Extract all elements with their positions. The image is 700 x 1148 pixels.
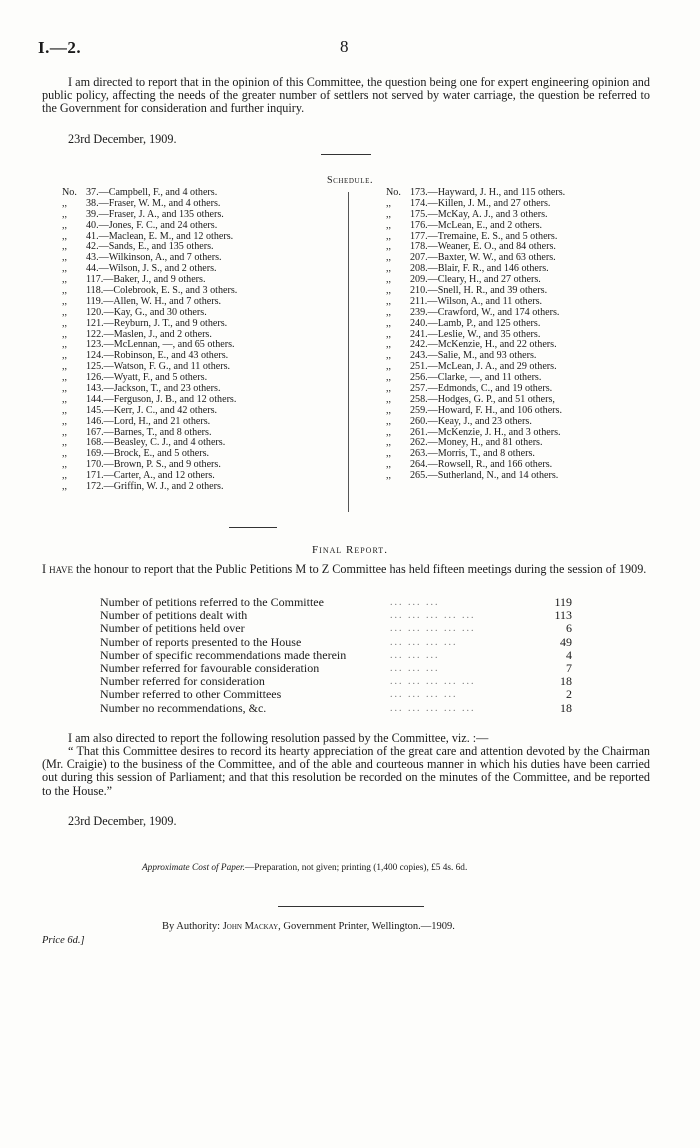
entry-text: 143.—Jackson, T., and 23 others. — [86, 383, 221, 395]
entry-text: 243.—Salie, M., and 93 others. — [410, 350, 537, 362]
entry-prefix: ,, — [62, 230, 68, 242]
entry-prefix: ,, — [386, 219, 392, 231]
stat-leader-dots: ... ... ... ... ... — [390, 676, 476, 688]
stat-value: 49 — [560, 634, 572, 649]
entry-text: 125.—Watson, F. G., and 11 others. — [86, 361, 231, 373]
entry-prefix: ,, — [386, 350, 392, 362]
entry-text: 262.—Money, H., and 81 others. — [410, 437, 543, 449]
entry-text: 144.—Ferguson, J. B., and 12 others. — [86, 393, 237, 405]
entry-prefix: ,, — [386, 317, 392, 329]
entry-text: 123.—McLennan, —, and 65 others. — [86, 339, 235, 351]
entry-prefix: ,, — [386, 459, 392, 471]
final-report-opening — [42, 563, 650, 576]
schedule-entry — [386, 221, 648, 232]
entry-text: 167.—Barnes, T., and 8 others. — [86, 426, 212, 438]
entry-prefix: ,, — [386, 208, 392, 220]
entry-text: 173.—Hayward, J. H., and 115 others. — [410, 187, 566, 198]
stat-row — [100, 688, 580, 701]
entry-prefix: ,, — [386, 197, 392, 209]
stat-label: Number of petitions held over — [100, 621, 245, 636]
entry-prefix: ,, — [62, 426, 68, 438]
entry-text: 38.—Fraser, W. M., and 4 others. — [86, 197, 221, 209]
stat-leader-dots: ... ... ... ... ... — [390, 610, 476, 622]
stat-label: Number of reports presented to the House — [100, 634, 302, 649]
entry-text: 259.—Howard, F. H., and 106 others. — [410, 404, 562, 416]
entry-prefix: ,, — [386, 383, 392, 395]
stat-row — [100, 702, 580, 715]
entry-text: 43.—Wilkinson, A., and 7 others. — [86, 252, 222, 264]
stat-label: Number referred for favourable consideration — [100, 660, 320, 675]
entry-text: 40.—Jones, F. C., and 24 others. — [86, 219, 218, 231]
entry-text: 122.—Maslen, J., and 2 others. — [86, 328, 212, 340]
cost-label: Approximate Cost of Paper. — [142, 863, 245, 873]
page-reference: I.—2. — [38, 38, 82, 57]
entry-text: 169.—Brock, E., and 5 others. — [86, 448, 210, 460]
entry-prefix: ,, — [62, 306, 68, 318]
entry-text: 242.—McKenzie, H., and 22 others. — [410, 339, 557, 351]
authority-suffix: , Government Printer, Wellington.—1909. — [278, 921, 455, 932]
stat-label: Number of petitions dealt with — [100, 608, 248, 623]
stat-value: 119 — [554, 595, 572, 609]
entry-text: 209.—Cleary, H., and 27 others. — [410, 274, 541, 286]
schedule-entry — [386, 417, 648, 428]
entry-prefix: ,, — [62, 219, 68, 231]
entry-prefix: ,, — [386, 328, 392, 340]
entry-prefix: ,, — [62, 263, 68, 275]
entry-prefix: ,, — [62, 252, 68, 264]
final-report-date: 23rd December, 1909. — [68, 814, 177, 828]
schedule-entry — [62, 417, 347, 428]
stat-leader-dots: ... ... ... — [390, 597, 440, 608]
resolution-text: “ That this Committee desires to record its hearty appreciation of the great care and attention devoted by the Chairman (Mr. Craigie) to the business of the Committee, and of the able and courteous manner in which his duties have been carried out during this session of Parliament; and that this resolution be recorded on the minutes of the Committee, and be reported to the House.” — [42, 744, 650, 798]
entry-prefix: ,, — [62, 241, 68, 253]
entry-prefix: ,, — [386, 306, 392, 318]
entry-text: 118.—Colebrook, E. S., and 3 others. — [86, 285, 238, 297]
entry-prefix: ,, — [386, 470, 392, 482]
entry-prefix: ,, — [62, 285, 68, 297]
entry-text: 240.—Lamb, P., and 125 others. — [410, 317, 541, 329]
entry-prefix: ,, — [62, 448, 68, 460]
entry-text: 41.—Maclean, E. M., and 12 others. — [86, 230, 234, 242]
column-divider — [348, 192, 349, 512]
stat-leader-dots: ... ... ... ... ... — [390, 623, 476, 635]
stat-leader-dots: ... ... ... ... — [390, 636, 458, 648]
entry-prefix: ,, — [386, 274, 392, 286]
stat-value: 18 — [560, 700, 572, 715]
entry-text: 256.—Clarke, —, and 11 others. — [410, 372, 542, 384]
entry-text: 117.—Baker, J., and 9 others. — [86, 274, 206, 286]
entry-prefix: ,, — [62, 383, 68, 395]
entry-text: 126.—Wyatt, F., and 5 others. — [86, 372, 208, 384]
entry-prefix: ,, — [386, 295, 392, 307]
entry-prefix: ,, — [62, 295, 68, 307]
stat-label: Number of petitions referred to the Committee — [100, 595, 324, 609]
stat-value: 4 — [566, 647, 572, 662]
entry-text: 264.—Rowsell, R., and 166 others. — [410, 459, 553, 471]
stat-leader-dots: ... ... ... — [390, 662, 440, 674]
stat-value: 7 — [566, 660, 572, 675]
entry-text: 241.—Leslie, W., and 35 others. — [410, 328, 541, 340]
section-divider — [229, 527, 277, 528]
entry-text: 146.—Lord, H., and 21 others. — [86, 415, 211, 427]
stat-row — [100, 622, 580, 635]
entry-prefix: ,, — [62, 481, 68, 493]
entry-text: 37.—Campbell, F., and 4 others. — [86, 187, 218, 198]
section-divider — [321, 154, 371, 155]
entry-text: 239.—Crawford, W., and 174 others. — [410, 306, 560, 318]
final-report-title: Final Report. — [312, 544, 388, 556]
opening-rest: the honour to report that the Public Petitions M to Z Committee has held fifteen meetings during the session of 1909. — [72, 562, 647, 576]
schedule-entry — [62, 482, 347, 493]
entry-text: 265.—Sutherland, N., and 14 others. — [410, 470, 559, 482]
resolution-intro: I am also directed to report the following resolution passed by the Committee, viz. :— — [68, 731, 489, 745]
schedule-right-column — [386, 188, 648, 482]
schedule-title: Schedule. — [326, 175, 374, 186]
stat-value: 113 — [554, 608, 572, 623]
entry-text: 42.—Sands, E., and 135 others. — [86, 241, 214, 253]
entry-text: 208.—Blair, F. R., and 146 others. — [410, 263, 549, 275]
entry-prefix: ,, — [386, 415, 392, 427]
intro-date: 23rd December, 1909. — [68, 132, 177, 146]
intro-paragraph: I am directed to report that in the opinion of this Committee, the question being one for expert engineering opinion and public policy, affecting the needs of the greater number of settlers not served by water carriage, the question be referred to the Government for consideration and further inquiry. — [42, 75, 650, 116]
entry-prefix: ,, — [386, 404, 392, 416]
stat-value: 6 — [566, 621, 572, 636]
stat-value: 18 — [560, 674, 572, 689]
page-number: 8 — [340, 37, 349, 56]
entry-prefix: ,, — [386, 339, 392, 351]
entry-prefix: ,, — [62, 470, 68, 482]
schedule-entry — [386, 319, 648, 330]
entry-text: 119.—Allen, W. H., and 7 others. — [86, 295, 222, 307]
entry-prefix: ,, — [386, 252, 392, 264]
entry-text: 170.—Brown, P. S., and 9 others. — [86, 459, 221, 471]
entry-text: 258.—Hodges, G. P., and 51 others, — [410, 393, 555, 405]
entry-prefix: ,, — [62, 208, 68, 220]
entry-text: 174.—Killen, J. M., and 27 others. — [410, 197, 551, 209]
statistics-table — [100, 596, 580, 715]
entry-prefix: ,, — [386, 393, 392, 405]
entry-text: 120.—Kay, G., and 30 others. — [86, 306, 207, 318]
stat-label: Number referred to other Committees — [100, 687, 282, 702]
stat-value: 2 — [566, 687, 572, 702]
entry-text: 168.—Beasley, C. J., and 4 others. — [86, 437, 226, 449]
entry-prefix: ,, — [62, 317, 68, 329]
entry-prefix: No. — [62, 187, 77, 198]
entry-text: 260.—Keay, J., and 23 others. — [410, 415, 532, 427]
stat-row — [100, 649, 580, 662]
authority-prefix: By Authority: — [162, 921, 223, 932]
entry-text: 263.—Morris, T., and 8 others. — [410, 448, 535, 460]
entry-prefix: ,, — [62, 437, 68, 449]
entry-prefix: ,, — [62, 415, 68, 427]
entry-prefix: ,, — [386, 263, 392, 275]
schedule-entry — [62, 319, 347, 330]
authority-name: John Mackay — [222, 921, 279, 932]
entry-text: 261.—McKenzie, J. H., and 3 others. — [410, 426, 561, 438]
stat-label: Number referred for consideration — [100, 674, 265, 689]
schedule-entry — [386, 471, 648, 482]
entry-prefix: ,, — [386, 437, 392, 449]
entry-prefix: ,, — [62, 361, 68, 373]
entry-text: 175.—McKay, A. J., and 3 others. — [410, 208, 548, 220]
opening-lead: I have — [42, 562, 73, 576]
entry-text: 176.—McLean, E., and 2 others. — [410, 219, 543, 231]
entry-prefix: ,, — [62, 274, 68, 286]
footer-divider — [278, 906, 424, 907]
entry-text: 172.—Griffin, W. J., and 2 others. — [86, 481, 224, 493]
stat-leader-dots: ... ... ... — [390, 649, 440, 661]
entry-text: 171.—Carter, A., and 12 others. — [86, 470, 215, 482]
stat-label: Number no recommendations, &c. — [100, 700, 267, 715]
entry-prefix: ,, — [62, 404, 68, 416]
stat-leader-dots: ... ... ... ... ... — [390, 702, 476, 714]
entry-text: 207.—Baxter, W. W., and 63 others. — [410, 252, 556, 264]
entry-text: 121.—Reyburn, J. T., and 9 others. — [86, 317, 228, 329]
cost-note — [142, 863, 467, 873]
entry-text: 145.—Kerr, J. C., and 42 others. — [86, 404, 218, 416]
entry-prefix: ,, — [386, 241, 392, 253]
entry-prefix: ,, — [62, 350, 68, 362]
entry-text: 178.—Weaner, E. O., and 84 others. — [410, 241, 556, 253]
schedule-left-column — [62, 188, 347, 493]
entry-text: 124.—Robinson, E., and 43 others. — [86, 350, 229, 362]
entry-prefix: ,, — [386, 426, 392, 438]
printer-authority — [162, 921, 455, 932]
entry-prefix: ,, — [62, 328, 68, 340]
entry-prefix: ,, — [62, 393, 68, 405]
entry-text: 44.—Wilson, J. S., and 2 others. — [86, 263, 217, 275]
cost-text: —Preparation, not given; printing (1,400 copies), £5 4s. 6d. — [244, 863, 468, 873]
entry-text: 251.—McLean, J. A., and 29 others. — [410, 361, 557, 373]
entry-prefix: ,, — [386, 372, 392, 384]
entry-prefix: ,, — [386, 230, 392, 242]
entry-prefix: ,, — [386, 448, 392, 460]
stat-row — [100, 636, 580, 649]
entry-prefix: ,, — [386, 361, 392, 373]
entry-prefix: ,, — [386, 285, 392, 297]
entry-prefix: No. — [386, 187, 401, 198]
entry-prefix: ,, — [62, 459, 68, 471]
entry-prefix: ,, — [62, 372, 68, 384]
entry-text: 177.—Tremaine, E. S., and 5 others. — [410, 230, 558, 242]
stat-label: Number of specific recommendations made therein — [100, 647, 347, 662]
entry-text: 210.—Snell, H. R., and 39 others. — [410, 285, 548, 297]
price-note: Price 6d.] — [42, 935, 85, 946]
entry-text: 211.—Wilson, A., and 11 others. — [410, 295, 543, 307]
entry-prefix: ,, — [62, 339, 68, 351]
entry-text: 39.—Fraser, J. A., and 135 others. — [86, 208, 224, 220]
entry-prefix: ,, — [62, 197, 68, 209]
stat-leader-dots: ... ... ... ... — [390, 689, 458, 701]
schedule-entry — [62, 221, 347, 232]
entry-text: 257.—Edmonds, C., and 19 others. — [410, 383, 553, 395]
